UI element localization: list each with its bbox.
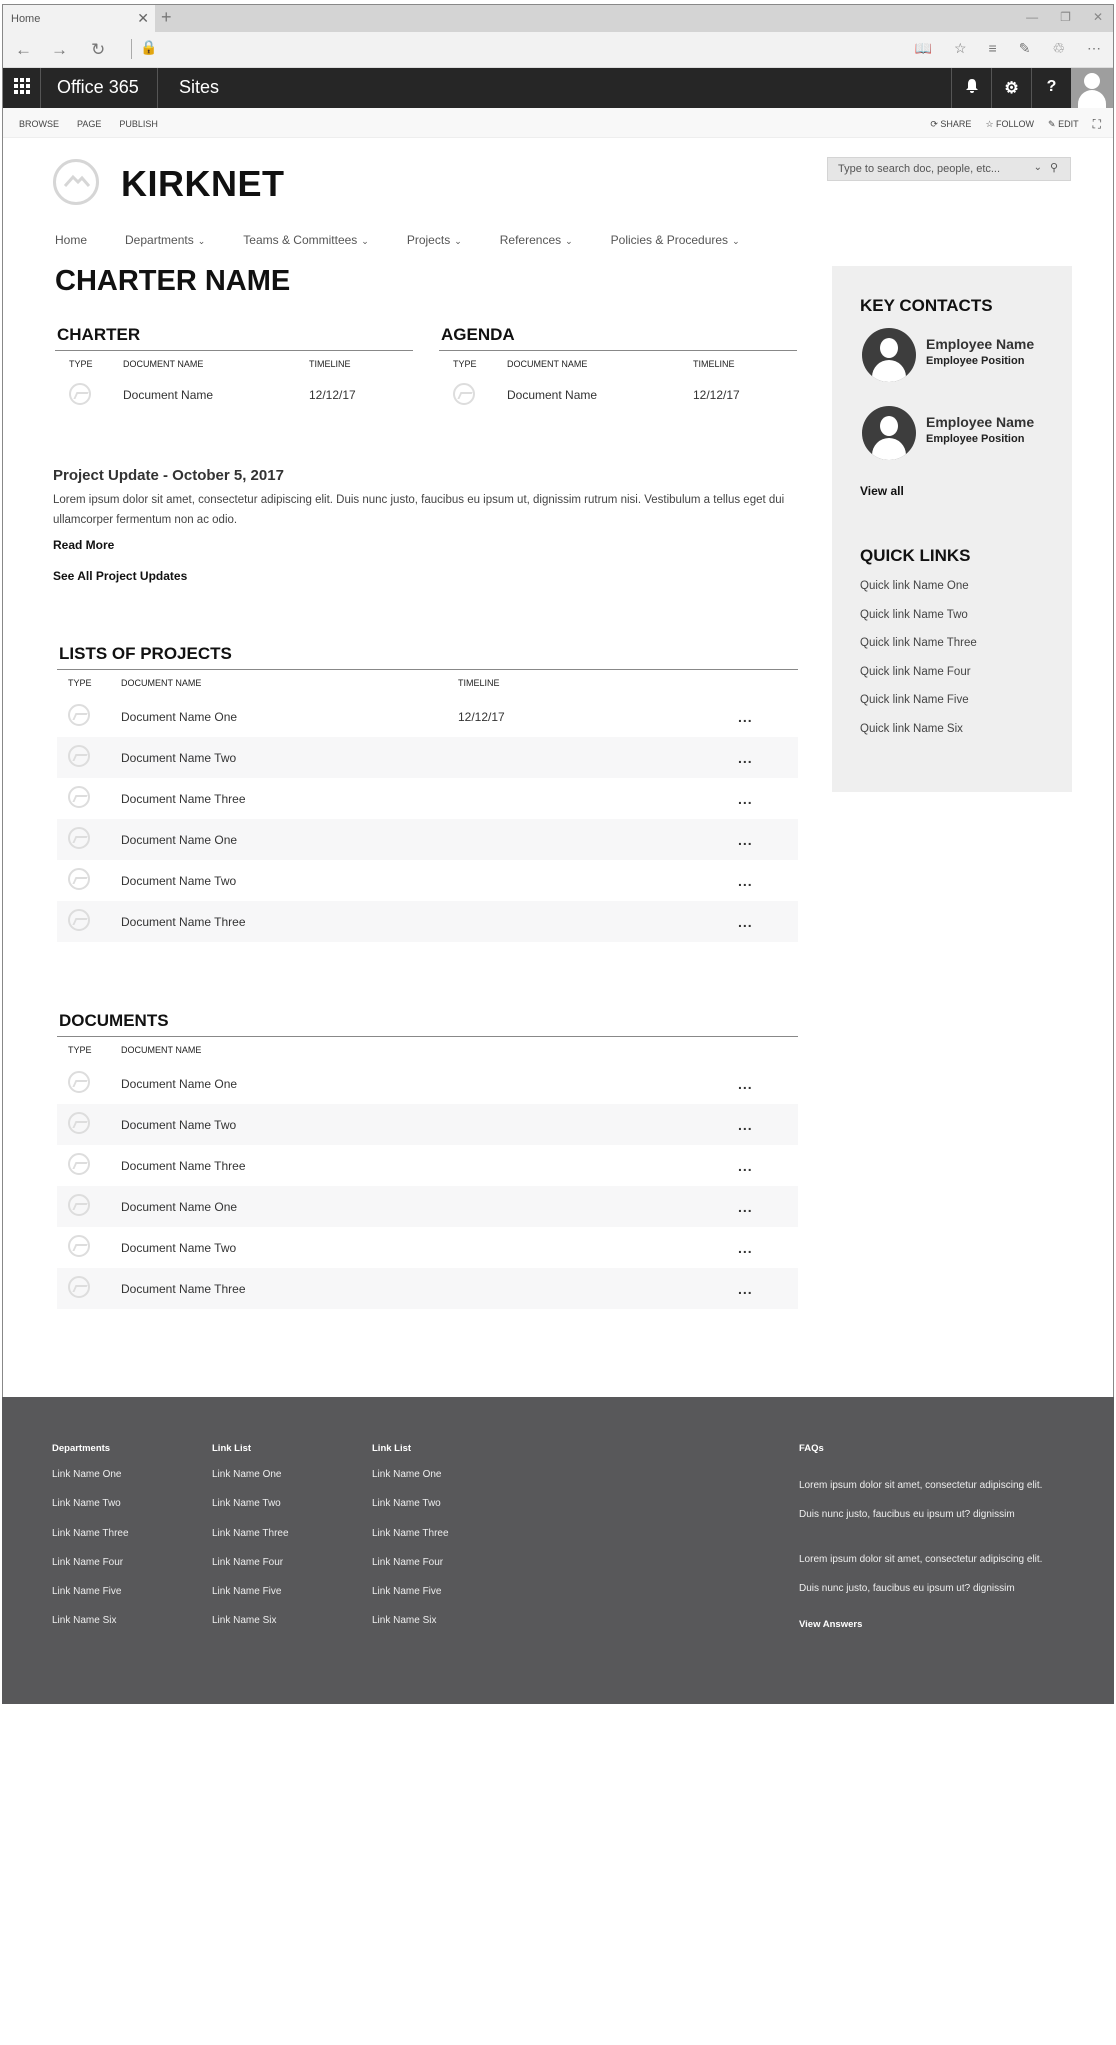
mountain-icon: [64, 172, 90, 188]
top-navigation: [55, 233, 778, 247]
read-more-link[interactable]: Read More: [53, 538, 115, 552]
nav-projects[interactable]: [407, 233, 462, 247]
nav-departments[interactable]: [125, 233, 205, 247]
nav-label: References: [499, 233, 562, 247]
footer-link[interactable]: Link Name Three: [372, 1527, 449, 1539]
restore-icon[interactable]: ❐: [1060, 10, 1071, 24]
document-name[interactable]: Document Name: [123, 388, 214, 402]
footer-link[interactable]: Link Name Six: [52, 1615, 117, 1627]
faq-item: Lorem ipsum dolor sit amet, consectetur adipiscing elit. Duis nunc justo, faucibus eu ipsum ut? dignissim: [799, 1554, 1043, 1594]
nav-references[interactable]: [500, 233, 573, 247]
tab-home[interactable]: [3, 5, 155, 32]
document-name[interactable]: Document Name Two: [121, 1240, 237, 1255]
contact-position: Employee Position: [926, 433, 1025, 445]
document-name[interactable]: Document Name Three: [121, 1158, 246, 1173]
more-icon[interactable]: ⋯: [1087, 40, 1101, 56]
contact-card[interactable]: [860, 406, 1072, 484]
chevron-down-icon: ⌄: [732, 236, 740, 246]
timeline-value: 12/12/17: [309, 388, 356, 402]
footer-link[interactable]: Link Name Four: [212, 1556, 284, 1568]
sidebar: [832, 266, 1072, 792]
footer-link[interactable]: Link Name Five: [372, 1586, 442, 1598]
document-name[interactable]: Document Name Two: [121, 1117, 237, 1132]
table-row[interactable]: [55, 377, 413, 413]
table-row[interactable]: [57, 1063, 798, 1104]
col-type: TYPE: [453, 359, 477, 369]
table-header: [439, 351, 797, 377]
document-icon: [68, 1276, 90, 1298]
chevron-down-icon: ⌄: [454, 236, 462, 246]
document-name[interactable]: Document Name One: [121, 709, 238, 724]
refresh-icon[interactable]: ↻: [91, 40, 106, 59]
see-all-updates-link[interactable]: See All Project Updates: [53, 569, 188, 583]
document-icon: [68, 1153, 90, 1175]
hub-icon[interactable]: ≡: [988, 40, 997, 56]
chevron-down-icon[interactable]: ⌄: [1033, 162, 1042, 173]
footer-column-link-list-2: [372, 1443, 449, 1645]
more-options-icon[interactable]: ...: [738, 831, 753, 848]
footer-link[interactable]: Link Name One: [372, 1469, 442, 1480]
table-row[interactable]: [57, 819, 798, 860]
office-suite-bar: [3, 68, 1113, 108]
office-bar-actions: [951, 68, 1113, 108]
table-header: [57, 670, 798, 696]
view-all-contacts-link[interactable]: View all: [860, 484, 904, 498]
share-button[interactable]: [930, 119, 971, 130]
more-options-icon[interactable]: ...: [738, 913, 753, 930]
more-options-icon[interactable]: ...: [738, 749, 753, 766]
window-controls: [1026, 10, 1103, 24]
document-icon: [68, 1194, 90, 1216]
quick-links-heading: QUICK LINKS: [860, 546, 971, 565]
footer-heading: Link List: [212, 1443, 252, 1454]
avatar: [862, 406, 916, 460]
table-header: [55, 351, 413, 377]
footer-link[interactable]: Link Name Three: [212, 1527, 289, 1539]
document-icon: [453, 383, 475, 405]
window-close-icon[interactable]: ✕: [1092, 10, 1103, 24]
avatar: [862, 328, 916, 382]
document-name[interactable]: Document Name One: [121, 1199, 238, 1214]
more-options-icon[interactable]: ...: [738, 1198, 753, 1215]
table-row[interactable]: [57, 778, 798, 819]
more-options-icon[interactable]: ...: [738, 790, 753, 807]
view-answers-link[interactable]: View Answers: [799, 1619, 863, 1630]
agenda-table: [439, 325, 797, 413]
document-icon: [68, 868, 90, 890]
focus-mode-icon[interactable]: ⛶: [1092, 117, 1101, 131]
ribbon: [3, 108, 1113, 138]
favorite-icon[interactable]: ☆: [953, 40, 967, 56]
footer-link[interactable]: Link Name One: [212, 1469, 282, 1480]
nav-label: Home: [55, 233, 88, 247]
quick-link[interactable]: Quick link Name Four: [860, 665, 971, 678]
col-timeline: TIMELINE: [458, 678, 500, 688]
document-name[interactable]: Document Name One: [121, 1076, 238, 1091]
footer-link[interactable]: Link Name Six: [372, 1615, 437, 1627]
pencil-icon: ✎: [1048, 119, 1059, 129]
charter-heading: CHARTER: [55, 325, 413, 351]
nav-label: Teams & Committees: [243, 233, 358, 247]
chevron-down-icon: ⌄: [197, 236, 206, 246]
documents-table: [57, 1011, 798, 1309]
app-launcher-icon[interactable]: [3, 68, 41, 108]
table-row[interactable]: [57, 901, 798, 942]
project-update: [53, 467, 801, 583]
timeline-value: 12/12/17: [693, 388, 740, 402]
nav-label: Policies & Procedures: [610, 233, 729, 247]
more-options-icon[interactable]: ...: [738, 1116, 753, 1133]
document-name[interactable]: Document Name Three: [121, 914, 246, 929]
help-icon[interactable]: ?: [1031, 68, 1071, 108]
search-icon[interactable]: ⚲: [1049, 162, 1058, 174]
table-row[interactable]: [57, 1268, 798, 1309]
page-title: CHARTER NAME: [55, 265, 291, 297]
chevron-down-icon: ⌄: [361, 236, 369, 246]
waffle-icon: [14, 78, 30, 94]
document-icon: [68, 786, 90, 808]
col-type: TYPE: [69, 359, 93, 369]
settings-gear-icon[interactable]: ⚙: [991, 68, 1031, 108]
document-icon: [68, 1112, 90, 1134]
footer-link[interactable]: Link Name Four: [52, 1556, 124, 1568]
more-options-icon[interactable]: ...: [738, 1239, 753, 1256]
office-365-link[interactable]: Office 365: [41, 68, 158, 108]
follow-label: FOLLOW: [996, 119, 1035, 129]
documents-heading: DOCUMENTS: [57, 1011, 798, 1037]
tab-title: Home: [11, 13, 41, 25]
table-row[interactable]: [57, 860, 798, 901]
browser-toolbar: [915, 40, 1101, 57]
document-icon: [68, 704, 90, 726]
user-avatar[interactable]: [1071, 68, 1113, 108]
table-header: [57, 1037, 798, 1063]
footer-link[interactable]: Link Name Five: [212, 1586, 282, 1598]
table-row[interactable]: [57, 1227, 798, 1268]
col-type: TYPE: [68, 678, 92, 688]
contact-name[interactable]: Employee Name: [926, 414, 1035, 430]
ribbon-page[interactable]: PAGE: [77, 119, 102, 129]
col-document-name: DOCUMENT NAME: [123, 359, 204, 369]
document-icon: [68, 909, 90, 931]
search-placeholder: Type to search doc, people, etc...: [838, 163, 1001, 175]
share-browser-icon[interactable]: ♲: [1052, 40, 1065, 56]
sites-link[interactable]: Sites: [179, 77, 220, 97]
more-options-icon[interactable]: ...: [738, 1075, 753, 1092]
footer-heading: Link List: [372, 1443, 412, 1454]
more-options-icon[interactable]: ...: [738, 708, 753, 725]
update-body: Lorem ipsum dolor sit amet, consectetur adipiscing elit. Duis nunc justo, faucibus eu ipsum ut, dignissim rutrum nisi. Vestibulum a tellus eget dui ullamcorper fermentum non ac odio.: [53, 494, 785, 526]
col-type: TYPE: [68, 1045, 92, 1055]
follow-button[interactable]: [985, 119, 1034, 130]
footer-link[interactable]: Link Name Six: [212, 1615, 277, 1627]
forward-icon[interactable]: →: [51, 40, 68, 59]
nav-label: Departments: [125, 233, 194, 247]
table-row[interactable]: [439, 377, 797, 413]
minimize-icon[interactable]: —: [1026, 10, 1039, 24]
more-options-icon[interactable]: ...: [738, 1280, 753, 1297]
table-row[interactable]: [57, 1145, 798, 1186]
document-name[interactable]: Document Name Three: [121, 1281, 246, 1296]
quick-link[interactable]: Quick link Name Six: [860, 722, 963, 735]
nav-policies-procedures[interactable]: [611, 233, 740, 247]
document-name[interactable]: Document Name: [507, 388, 598, 402]
col-timeline: TIMELINE: [693, 359, 735, 369]
table-row[interactable]: [57, 737, 798, 778]
document-icon: [68, 1235, 90, 1257]
timeline-value: 12/12/17: [458, 709, 505, 724]
footer-link[interactable]: Link Name Four: [372, 1556, 444, 1568]
search-input[interactable]: [827, 157, 1071, 181]
footer-heading: Departments: [52, 1443, 111, 1454]
faq-heading: FAQs: [799, 1443, 824, 1454]
projects-heading: LISTS OF PROJECTS: [57, 644, 798, 670]
star-icon: ☆: [985, 119, 997, 129]
nav-home[interactable]: [55, 233, 87, 247]
footer: [2, 1397, 1114, 1704]
contact-position: Employee Position: [926, 355, 1025, 367]
document-icon: [68, 1071, 90, 1093]
notes-icon[interactable]: ✎: [1018, 40, 1031, 56]
share-icon: ⟳: [930, 119, 941, 129]
new-tab-button[interactable]: +: [161, 7, 172, 27]
reading-view-icon[interactable]: 📖: [914, 40, 932, 56]
site-logo-icon[interactable]: [53, 159, 99, 205]
footer-column-departments: [52, 1443, 129, 1645]
bell-icon: [965, 78, 979, 94]
quick-link[interactable]: Quick link Name Five: [860, 694, 969, 706]
col-document-name: DOCUMENT NAME: [121, 678, 202, 688]
footer-link[interactable]: Link Name Five: [52, 1586, 122, 1598]
tab-bar: [3, 5, 1113, 32]
contact-name[interactable]: Employee Name: [926, 336, 1035, 352]
more-options-icon[interactable]: ...: [738, 1157, 753, 1174]
address-bar: [3, 32, 1113, 68]
back-icon[interactable]: ←: [15, 40, 32, 59]
table-row[interactable]: [57, 1104, 798, 1145]
quick-link[interactable]: Quick link Name Two: [860, 608, 968, 621]
document-icon: [69, 383, 91, 405]
footer-link[interactable]: Link Name Two: [212, 1498, 281, 1510]
col-document-name: DOCUMENT NAME: [121, 1045, 202, 1055]
footer-link[interactable]: Link Name Two: [372, 1498, 441, 1510]
footer-link[interactable]: Link Name One: [52, 1469, 122, 1480]
footer-link[interactable]: Link Name Three: [52, 1527, 129, 1539]
update-title: Project Update - October 5, 2017: [53, 467, 284, 484]
document-name[interactable]: Document Name Two: [121, 873, 237, 888]
ribbon-browse[interactable]: BROWSE: [19, 119, 60, 129]
notifications-bell-icon[interactable]: [951, 68, 991, 108]
faq-item: Lorem ipsum dolor sit amet, consectetur adipiscing elit. Duis nunc justo, faucibus eu ipsum ut? dignissim: [799, 1480, 1043, 1520]
col-timeline: TIMELINE: [309, 359, 351, 369]
edit-button[interactable]: [1048, 119, 1079, 130]
key-contacts-heading: KEY CONTACTS: [860, 296, 993, 315]
document-name[interactable]: Document Name Three: [121, 791, 246, 806]
footer-faqs: [799, 1443, 1059, 1630]
more-options-icon[interactable]: ...: [738, 872, 753, 889]
table-row[interactable]: [57, 1186, 798, 1227]
charter-table: [55, 325, 413, 413]
document-name[interactable]: Document Name Two: [121, 750, 237, 765]
contact-card[interactable]: [860, 328, 1072, 406]
table-row[interactable]: [57, 696, 798, 737]
agenda-heading: AGENDA: [439, 325, 797, 351]
lock-icon: 🔒: [131, 39, 157, 59]
footer-column-link-list: [212, 1443, 289, 1645]
document-icon: [68, 745, 90, 767]
site-title[interactable]: KIRKNET: [121, 163, 285, 204]
document-icon: [68, 827, 90, 849]
nav-label: Projects: [406, 233, 451, 247]
ribbon-publish[interactable]: PUBLISH: [119, 119, 158, 129]
close-icon[interactable]: ✕: [137, 10, 149, 26]
projects-table: [57, 644, 798, 942]
chevron-down-icon: ⌄: [565, 236, 573, 246]
share-label: SHARE: [940, 119, 972, 129]
document-name[interactable]: Document Name One: [121, 832, 238, 847]
edit-label: EDIT: [1058, 119, 1079, 129]
quick-link[interactable]: Quick link Name Three: [860, 637, 977, 649]
footer-link[interactable]: Link Name Two: [52, 1498, 121, 1510]
nav-teams-committees[interactable]: [243, 233, 369, 247]
quick-link[interactable]: Quick link Name One: [860, 580, 969, 592]
col-document-name: DOCUMENT NAME: [507, 359, 588, 369]
